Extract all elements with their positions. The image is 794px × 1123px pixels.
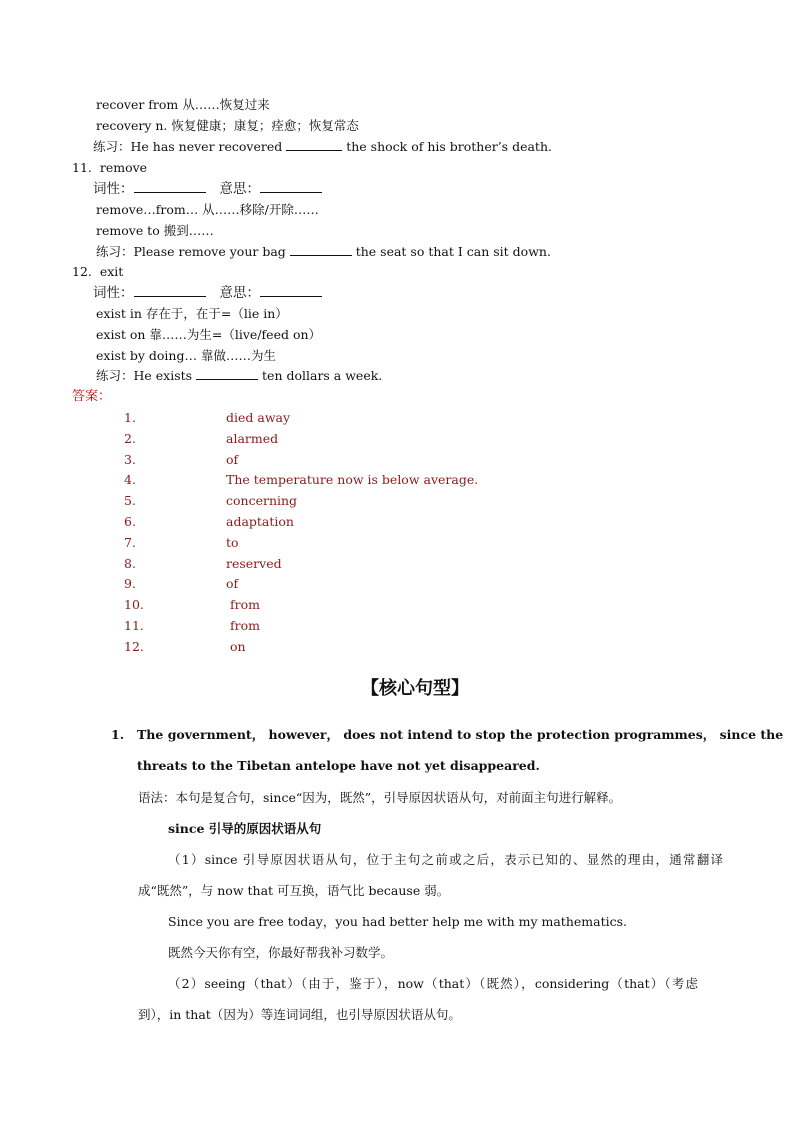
- answer-number: 7.: [124, 535, 136, 550]
- answer-text: of: [226, 452, 239, 467]
- answer-text: from: [230, 618, 260, 633]
- exercise-remove: [96, 243, 551, 261]
- answer-blank: [196, 367, 258, 380]
- sub-heading: since 引导的原因状语从句: [168, 821, 322, 836]
- example-english: Since you are free today，you had better help me with my mathematics.: [168, 914, 627, 929]
- note-exist-on: exist on 靠……为生=（live/feed on）: [96, 327, 322, 342]
- answer-blank: [286, 138, 342, 151]
- item-word: remove: [99, 160, 148, 175]
- answer-blank: [290, 243, 352, 256]
- answer-text: to: [226, 535, 239, 550]
- note-recovery: recovery n. 恢复健康；康复；痊愈；恢复常态: [96, 118, 359, 133]
- answer-number: 11.: [124, 618, 144, 633]
- meaning-blank: [260, 284, 322, 297]
- item-word: exit: [99, 264, 124, 279]
- point-1-line-1: （1）since 引导原因状语从句，位于主句之前或之后，表示已知的、显然的理由，通常翻译: [168, 852, 723, 867]
- point-2-line-2: 到），in that（因为）等连词词组，也引导原因状语从句。: [138, 1007, 461, 1022]
- key-sentence-line-2: threats to the Tibetan antelope have not yet disappeared.: [137, 758, 540, 773]
- item-11-heading: [72, 159, 147, 177]
- answer-number: 6.: [124, 514, 136, 529]
- pos-meaning-line: [93, 180, 322, 198]
- answer-number: 10.: [124, 597, 144, 612]
- answer-text: died away: [226, 410, 291, 425]
- answer-number: 12.: [124, 639, 144, 654]
- item-number: 12.: [72, 264, 92, 279]
- item-number: 11.: [72, 160, 92, 175]
- answer-number: 1.: [124, 410, 136, 425]
- exercise-recover: [93, 138, 552, 156]
- answer-number: 2.: [124, 431, 136, 446]
- pos-meaning-line: [93, 284, 322, 302]
- answer-text: of: [226, 576, 239, 591]
- pos-label: 词性：: [93, 285, 134, 301]
- section-title: 【核心句型】: [361, 678, 469, 699]
- exercise-text-b: the shock of his brother’s death.: [342, 139, 552, 154]
- pos-blank: [134, 284, 206, 297]
- answer-number: 8.: [124, 556, 136, 571]
- answer-text: on: [230, 639, 246, 654]
- meaning-label: 意思：: [219, 285, 260, 301]
- answer-number: 3.: [124, 452, 136, 467]
- item-12-heading: [72, 263, 123, 281]
- answer-number: 9.: [124, 576, 136, 591]
- exercise-text-b: the seat so that I can sit down.: [351, 244, 551, 259]
- exercise-text-a: 练习：He exists: [96, 368, 197, 383]
- note-exist-by-doing: exist by doing… 靠做……为生: [96, 348, 276, 363]
- answer-text: alarmed: [226, 431, 279, 446]
- exercise-text-a: 练习：Please remove your bag: [96, 244, 290, 259]
- point-2-line-1: （2）seeing（that）（由于，鉴于），now（that）（既然），considering（that）（考虑: [168, 976, 698, 991]
- grammar-note: 语法：本句是复合句，since“因为，既然”，引导原因状语从句，对前面主句进行解释。: [138, 790, 622, 805]
- note-remove-to: remove to 搬到……: [96, 223, 214, 238]
- answer-text: The temperature now is below average.: [226, 472, 479, 487]
- answer-number: 5.: [124, 493, 136, 508]
- exercise-text-b: ten dollars a week.: [258, 368, 383, 383]
- note-remove-from: remove…from… 从……移除/开除……: [96, 202, 319, 217]
- pos-blank: [134, 180, 206, 193]
- sentence-number: 1.: [111, 727, 125, 742]
- pos-label: 词性：: [93, 181, 134, 197]
- point-1-line-2: 成“既然”，与 now that 可互换，语气比 because 弱。: [138, 883, 450, 898]
- answer-text: reserved: [226, 556, 282, 571]
- answer-text: adaptation: [226, 514, 294, 529]
- exercise-text-a: 练习：He has never recovered: [93, 139, 287, 154]
- meaning-blank: [260, 180, 322, 193]
- example-chinese: 既然今天你有空，你最好帮我补习数学。: [168, 945, 394, 960]
- answer-text: concerning: [226, 493, 298, 508]
- meaning-label: 意思：: [219, 181, 260, 197]
- key-sentence-line-1: The government， however， does not intend to stop the protection programmes， since the: [137, 727, 784, 742]
- answer-text: from: [230, 597, 260, 612]
- note-recover-from: recover from 从……恢复过来: [96, 97, 270, 112]
- answer-number: 4.: [124, 472, 136, 487]
- note-exist-in: exist in 存在于，在于=（lie in）: [96, 306, 288, 321]
- exercise-exist: [96, 367, 382, 385]
- answers-label: 答案：: [72, 389, 112, 404]
